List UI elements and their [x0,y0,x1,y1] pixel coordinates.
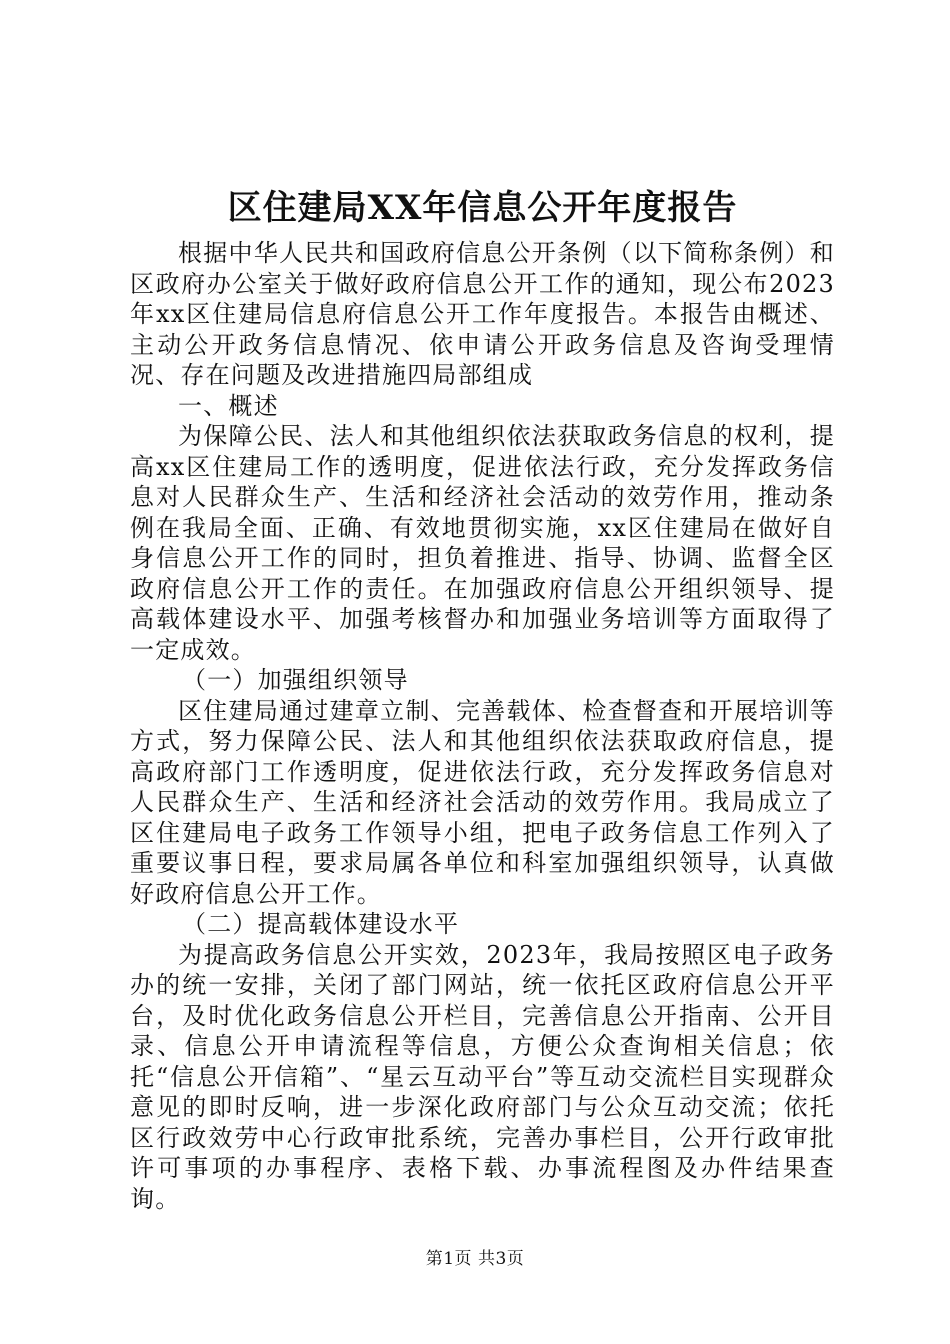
subsection-heading-carrier: （二）提高载体建设水平 [182,910,460,938]
section-heading-overview: 一、概述 [178,391,279,420]
organization-paragraph: 区住建局通过建章立制、完善载体、检查督查和开展培训等方式，努力保障公民、法人和其他组织依法获取政府信息，提高政府部门工作透明度，促进依法行政，充分发挥政务信息对人民群众生产、生活和经济社会活动的效劳作用。我局成立了区住建局电子政务工作领导小组，把电子政务信息工作列入了重要议事日程，要求局属各单位和科室加强组织领导，认真做好政府信息公开工作。 [130,696,835,908]
carrier-paragraph: 为提高政务信息公开实效，2023年，我局按照区电子政务办的统一安排，关闭了部门网站，统一依托区政府信息公开平台，及时优化政务信息公开栏目，完善信息公开指南、公开目录、信息公开申请流程等信息，方便公众查询相关信息；依托“信息公开信箱”、“星云互动平台”等互动交流栏目实现群众意见的即时反响，进一步深化政府部门与公众互动交流；依托区行政效劳中心行政审批系统，完善办事栏目，公开行政审批许可事项的办事程序、表格下载、办事流程图及办件结果查询。 [130,940,835,1213]
page-footer: 第1页 共3页 [425,1249,525,1269]
document-title: 区住建局XX年信息公开年度报告 [227,188,738,228]
intro-paragraph: 根据中华人民共和国政府信息公开条例（以下简称条例）和区政府办公室关于做好政府信息公开工作的通知，现公布2023年xx区住建局信息府信息公开工作年度报告。本报告由概述、主动公开政务信息情况、依申请公开政务信息及咨询受理情况、存在问题及改进措施四局部组成 [130,239,835,389]
document-page [130,180,835,1214]
overview-paragraph: 为保障公民、法人和其他组织依法获取政务信息的权利，提高xx区住建局工作的透明度，促进依法行政，充分发挥政务信息对人民群众生产、生活和经济社会活动的效劳作用，推动条例在我局全面、正确、有效地贯彻实施，xx区住建局在做好自身信息公开工作的同时，担负着推进、指导、协调、监督全区政府信息公开工作的责任。在加强政府信息公开组织领导、提高载体建设水平、加强考核督办和加强业务培训等方面取得了一定成效。 [130,422,835,664]
subsection-heading-organization: （一）加强组织领导 [182,666,409,694]
